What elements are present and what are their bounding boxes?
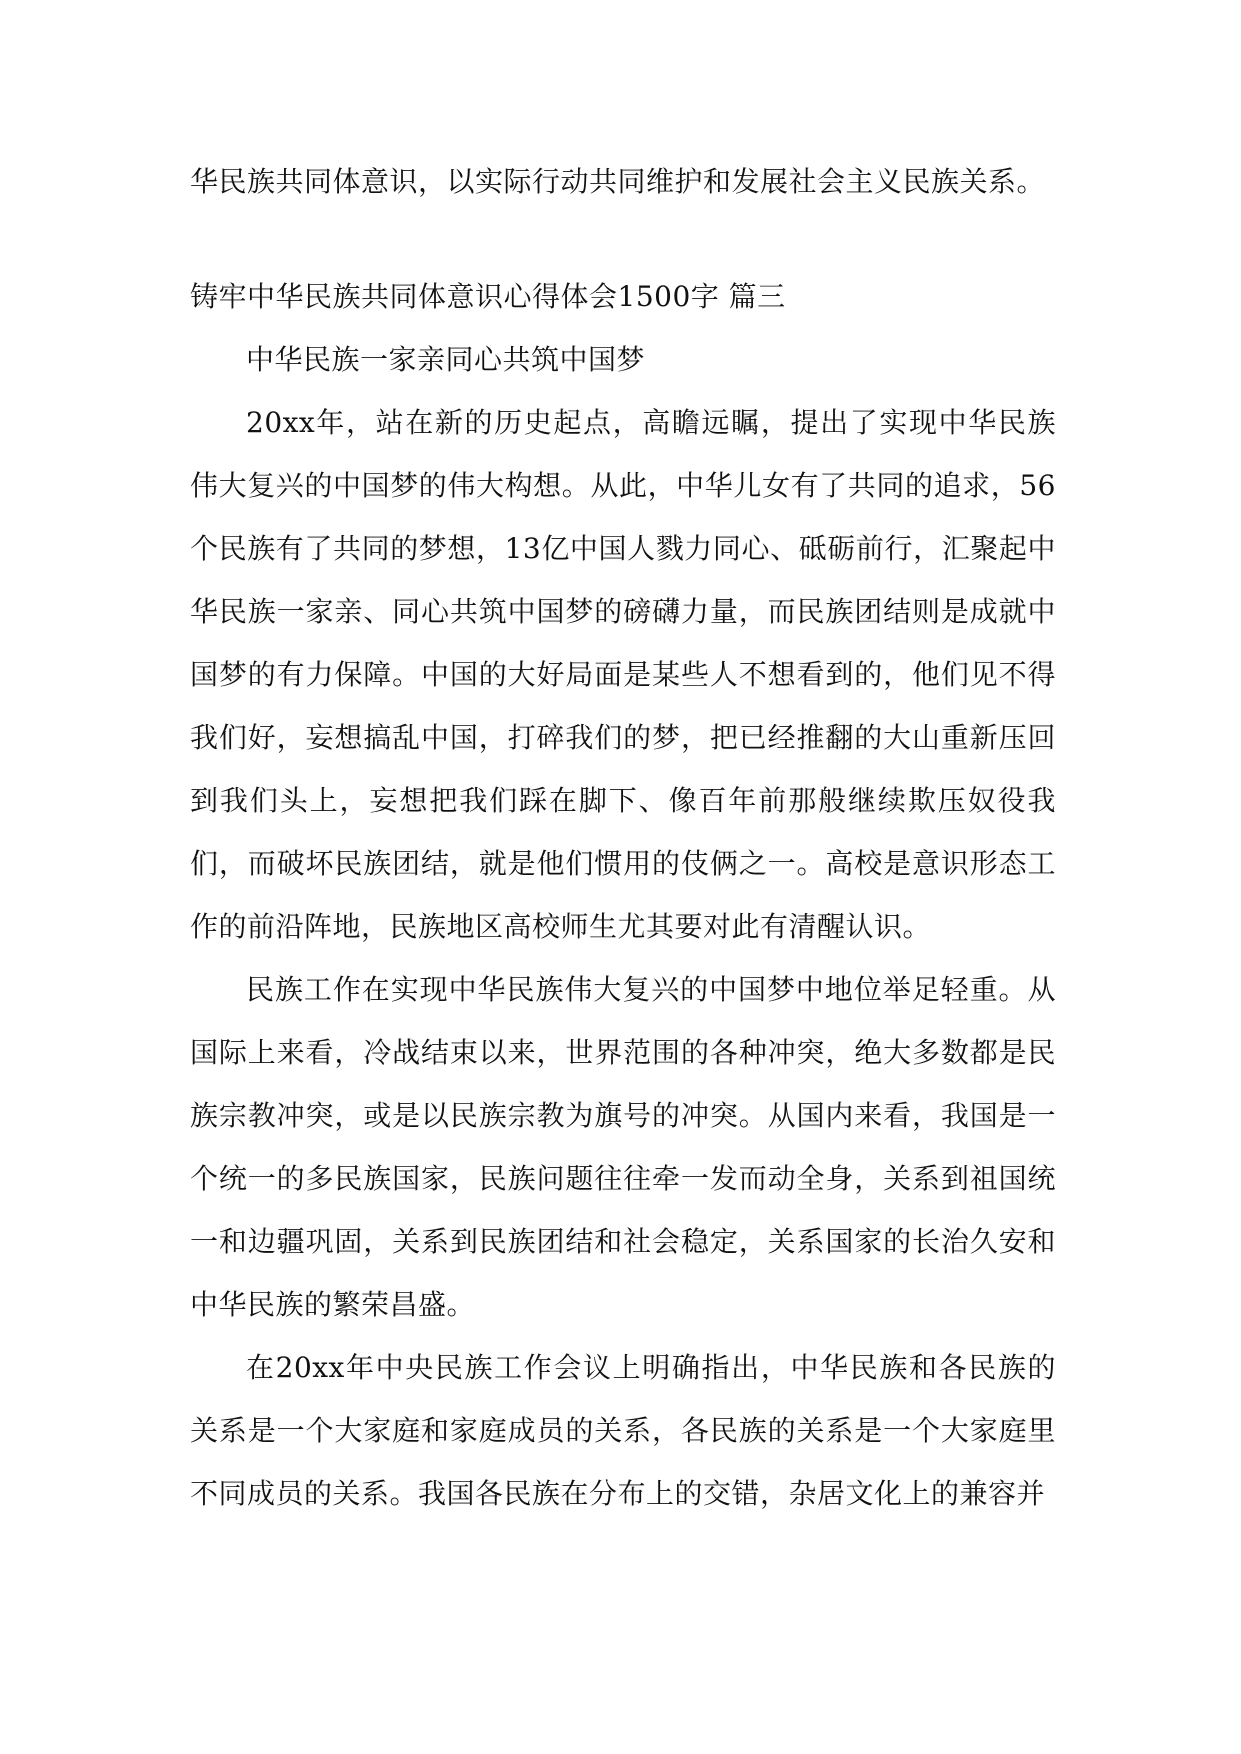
section-spacer	[190, 213, 1056, 265]
paragraph-3: 在20xx年中央民族工作会议上明确指出，中华民族和各民族的关系是一个大家庭和家庭成员的关系，各民族的关系是一个大家庭里不同成员的关系。我国各民族在分布上的交错，杂居文化上的兼容并	[190, 1351, 1056, 1510]
paragraph-2: 民族工作在实现中华民族伟大复兴的中国梦中地位举足轻重。从国际上来看，冷战结束以来，世界范围的各种冲突，绝大多数都是民族宗教冲突，或是以民族宗教为旗号的冲突。从国内来看，我国是一个统一的多民族国家，民族问题往往牵一发而动全身，关系到祖国统一和边疆巩固，关系到民族团结和社会稳定，关系国家的长治久安和中华民族的繁荣昌盛。	[190, 973, 1056, 1321]
article-title: 中华民族一家亲同心共筑中国梦	[246, 343, 646, 376]
section-heading: 铸牢中华民族共同体意识心得体会1500字 篇三	[190, 280, 786, 313]
continuation-line: 华民族共同体意识，以实际行动共同维护和发展社会主义民族关系。	[190, 165, 1046, 198]
paragraph-1: 20xx年，站在新的历史起点，高瞻远瞩，提出了实现中华民族伟大复兴的中国梦的伟大构想。从此，中华儿女有了共同的追求，56个民族有了共同的梦想，13亿中国人戮力同心、砥砺前行，汇聚起中华民族一家亲、同心共筑中国梦的磅礴力量，而民族团结则是成就中国梦的有力保障。中国的大好局面是某些人不想看到的，他们见不得我们好，妄想搞乱中国，打碎我们的梦，把已经推翻的大山重新压回到我们头上，妄想把我们踩在脚下、像百年前那般继续欺压奴役我们，而破坏民族团结，就是他们惯用的伎俩之一。高校是意识形态工作的前沿阵地，民族地区高校师生尤其要对此有清醒认识。	[190, 406, 1056, 943]
document-body	[190, 150, 1056, 1525]
